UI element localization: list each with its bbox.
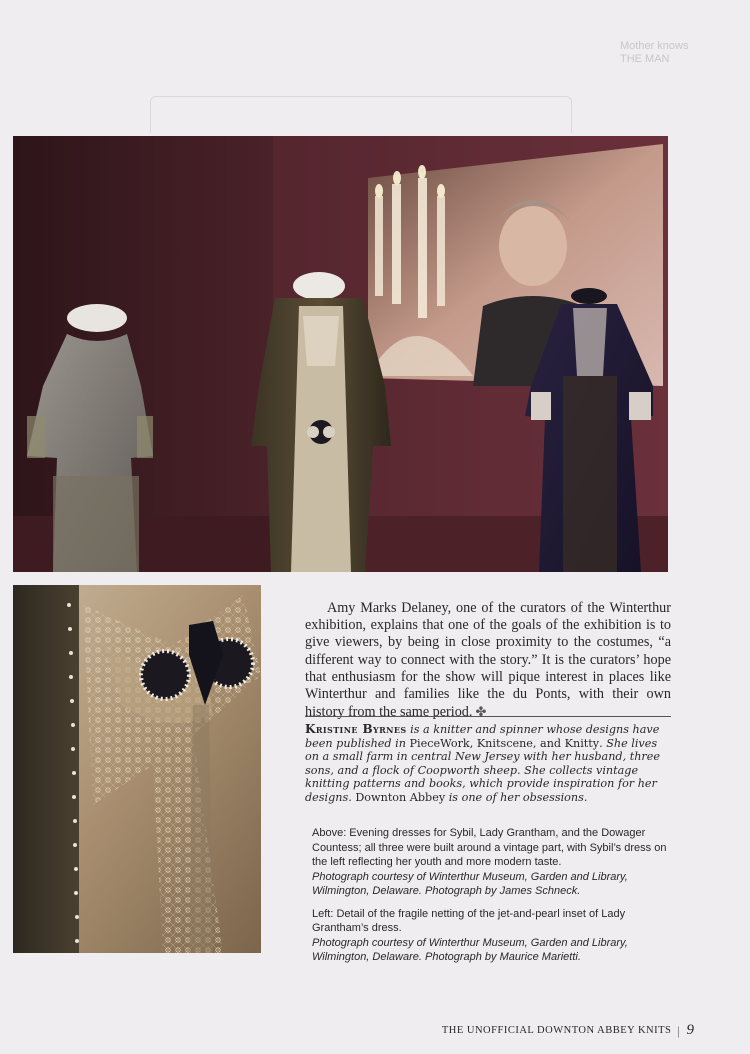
caption-left-text: Left: Detail of the fragile netting of the jet-and-pearl inset of Lady Grantham’s dress. (312, 907, 626, 934)
caption-above (312, 826, 672, 899)
bleed-through-text (620, 40, 740, 100)
bio-separator-1: , (469, 736, 477, 750)
bio-divider (305, 716, 671, 717)
page-number: 9 (686, 1022, 694, 1038)
bio-magazine-3: Knitty (564, 736, 600, 750)
photo-captions (312, 826, 672, 973)
bleed-through-frame (150, 96, 572, 133)
bio-show-title: Downton Abbey (355, 790, 446, 804)
bleed-line-2: THE MAN (620, 53, 670, 65)
bio-text-3: is one of her obsessions. (445, 790, 588, 804)
bio-magazine-1: PieceWork (409, 736, 470, 750)
footer-separator: | (677, 1022, 681, 1038)
caption-above-credit: Photograph courtesy of Winterthur Museum, Garden and Library, Wilmington, Delaware. Photograph by James Schneck. (312, 870, 628, 897)
caption-left-credit: Photograph courtesy of Winterthur Museum, Garden and Library, Wilmington, Delaware. Photograph by Maurice Marietti. (312, 936, 628, 963)
end-mark-icon: ✤ (475, 704, 487, 720)
article-body (305, 600, 671, 721)
caption-above-text: Above: Evening dresses for Sybil, Lady Grantham, and the Dowager Countess; all three were built around a vintage part, with Sybil’s dress on the left reflecting her youth and more modern taste. (312, 827, 667, 868)
bio-text-1: is a knitter and spinner whose designs have been published in (305, 723, 660, 750)
bio-separator-2: , and (532, 736, 565, 750)
publication-title: THE UNOFFICIAL DOWNTON ABBEY KNITS (441, 1025, 672, 1036)
author-name: Kristine Byrnes (305, 722, 407, 736)
article-body-text: Amy Marks Delaney, one of the curators of the Winterthur exhibition, explains that one of the goals of the exhibition is to give viewers, by being in close proximity to the costumes, “a different way to connect with the story.” It is the curators’ hope that enthusiasm for the show will pique interest in places like Winterthur and families like the du Ponts, with their own history from the same period. (305, 600, 671, 721)
author-bio (305, 723, 671, 805)
lace-detail-photo (13, 585, 261, 953)
exhibition-photo (13, 136, 668, 572)
bleed-line-1: Mother knows (620, 40, 689, 52)
bio-magazine-2: Knitscene (476, 736, 533, 750)
caption-left (312, 907, 672, 965)
bio-text-2: . She lives on a small farm in central New Jersey with her husband, three sons, and a flock of Coopworth sheep. She collects vintage knitting patterns and books, which provide inspiration for her designs. (305, 736, 660, 804)
page-footer (442, 1022, 694, 1039)
